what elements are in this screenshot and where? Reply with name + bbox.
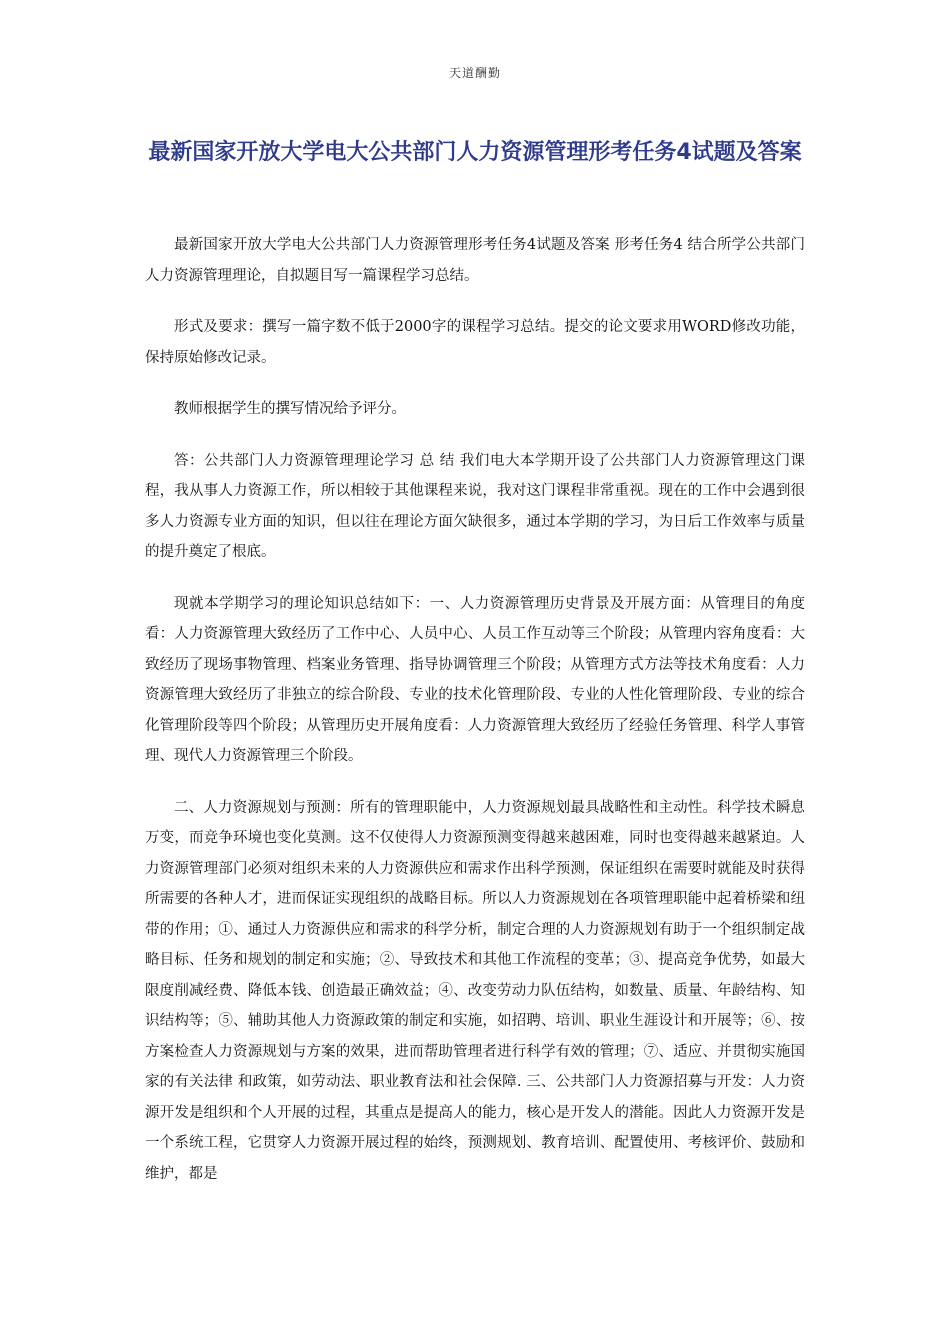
- header-note: 天道酬勤: [448, 66, 501, 80]
- document-body: [145, 230, 805, 1210]
- paragraph-summary-history: 现就本学期学习的理论知识总结如下：一、人力资源管理历史背景及开展方面：从管理目的角度看：人力资源管理大致经历了工作中心、人员中心、人员工作互动等三个阶段；从管理内容角度看：大致经历了现场事物管理、档案业务管理、指导协调管理三个阶段；从管理方式方法等技术角度看：人力资源管理大致经历了非独立的综合阶段、专业的技术化管理阶段、专业的人性化管理阶段、专业的综合化管理阶段等四个阶段；从管理历史开展角度看：人力资源管理大致经历了经验任务管理、科学人事管理、现代人力资源管理三个阶段。: [145, 595, 805, 764]
- paragraph-requirements: 形式及要求：撰写一篇字数不低于2000字的课程学习总结。提交的论文要求用WORD修改功能，保持原始修改记录。: [145, 319, 805, 366]
- document-title: 最新国家开放大学电大公共部门人力资源管理形考任务4试题及答案: [148, 140, 802, 165]
- paragraph-answer: 答：公共部门人力资源管理理论学习 总 结 我们电大本学期开设了公共部门人力资源管理这门课程，我从事人力资源工作，所以相较于其他课程来说，我对这门课程非常重视。现在的工作中会遇到很多人力资源专业方面的知识，但以往在理论方面欠缺很多，通过本学期的学习，为日后工作效率与质量的提升奠定了根底。: [145, 452, 805, 560]
- paragraph-intro: 最新国家开放大学电大公共部门人力资源管理形考任务4试题及答案 形考任务4 结合所学公共部门人力资源管理理论，自拟题目写一篇课程学习总结。: [145, 237, 805, 284]
- paragraph-grading: 教师根据学生的撰写情况给予评分。: [174, 401, 406, 417]
- paragraph-planning-recruitment: 二、人力资源规划与预测：所有的管理职能中，人力资源规划最具战略性和主动性。科学技术瞬息万变，而竞争环境也变化莫测。这不仅使得人力资源预测变得越来越困难，同时也变得越来越紧迫。人力资源管理部门必须对组织未来的人力资源供应和需求作出科学预测，保证组织在需要时就能及时获得所需要的各种人才，进而保证实现组织的战略目标。所以人力资源规划在各项管理职能中起着桥梁和纽带的作用；①、通过人力资源供应和需求的科学分析，制定合理的人力资源规划有助于一个组织制定战略目标、任务和规划的制定和实施；②、导致技术和其他工作流程的变革；③、提高竞争优势，如最大限度削减经费、降低本钱、创造最正确效益；④、改变劳动力队伍结构，如数量、质量、年龄结构、知识结构等；⑤、辅助其他人力资源政策的制定和实施，如招聘、培训、职业生涯设计和开展等；⑥、按方案检查人力资源规划与方案的效果，进而帮助管理者进行科学有效的管理；⑦、适应、并贯彻实施国家的有关法律 和政策，如劳动法、职业教育法和社会保障. 三、公共部门人力资源招募与开发：人力资源开发是组织和个人开展的过程，其重点是提高人的能力，核心是开发人的潜能。因此人力资源开发是一个系统工程，它贯穿人力资源开展过程的始终，预测规划、教育培训、配置使用、考核评价、鼓励和维护，都是: [145, 799, 805, 1182]
